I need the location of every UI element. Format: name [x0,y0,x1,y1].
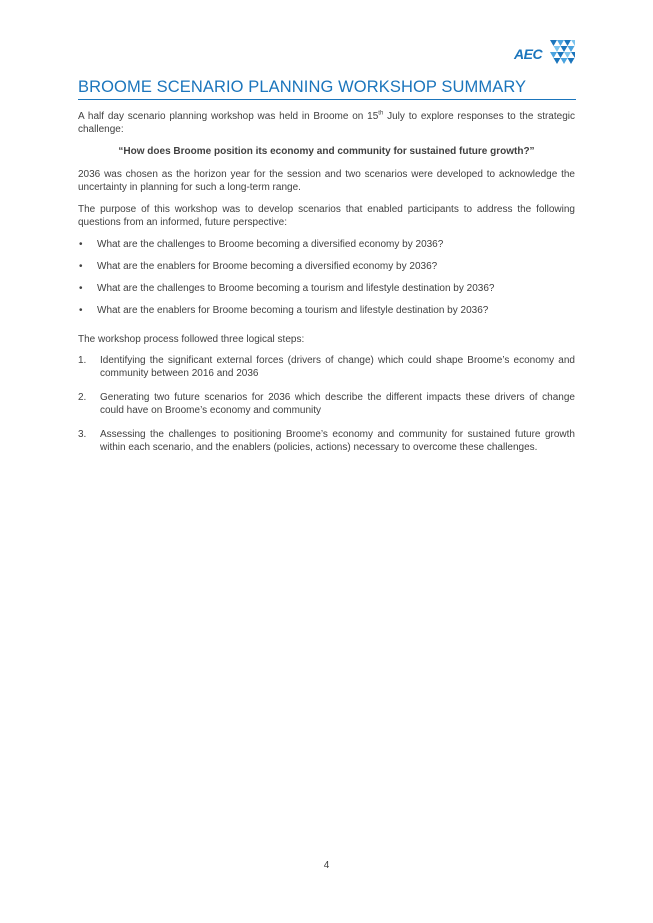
horizon-paragraph: 2036 was chosen as the horizon year for the session and two scenarios were developed to acknowledge the uncertainty in planning for such a long-term range. [78,169,575,193]
bullet-icon: • [79,261,83,272]
bullet-icon: • [79,305,83,316]
list-item [78,354,575,380]
list-item [78,391,575,417]
step-text: Generating two future scenarios for 2036 which describe the different impacts these drivers of change could have on Broome’s economy and community [100,392,575,416]
logo-text: AEC [514,46,543,62]
aec-triangle-mosaic-icon [548,38,576,66]
question-bullet-list [78,238,575,317]
list-item: • What are the challenges to Broome becoming a tourism and lifestyle destination by 2036? [79,283,495,294]
step-number: 1. [78,355,87,366]
step-number: 2. [78,392,87,403]
step-number: 3. [78,429,87,440]
bullet-icon: • [79,239,83,250]
process-step-list [78,354,575,454]
page-title: BROOME SCENARIO PLANNING WORKSHOP SUMMARY [78,78,576,100]
list-item: • What are the enablers for Broome becoming a diversified economy by 2036? [79,261,438,272]
intro-paragraph: A half day scenario planning workshop was held in Broome on 15th July to explore responses to the strategic challenge: [78,110,575,135]
page-number: 4 [323,860,330,871]
aec-logo [514,38,578,66]
date-superscript: th [378,110,384,117]
list-item: • What are the enablers for Broome becoming a tourism and lifestyle destination by 2036? [79,305,489,316]
step-text: Assessing the challenges to positioning Broome’s economy and community for sustained future growth within each scenario, and the enablers (policies, actions) necessary to overcome these challenges. [100,429,575,453]
list-item [78,428,575,454]
step-text: Identifying the significant external forces (drivers of change) which could shape Broome’s economy and community between 2016 and 2036 [100,355,575,379]
process-intro: The workshop process followed three logical steps: [78,334,305,345]
purpose-paragraph: The purpose of this workshop was to develop scenarios that enabled participants to address the following questions from an informed, future perspective: [78,204,575,228]
document-body [78,110,575,465]
list-item: • What are the challenges to Broome becoming a diversified economy by 2036? [79,239,444,250]
bullet-icon: • [79,283,83,294]
strategic-question: “How does Broome position its economy and community for sustained future growth?” [118,146,535,157]
